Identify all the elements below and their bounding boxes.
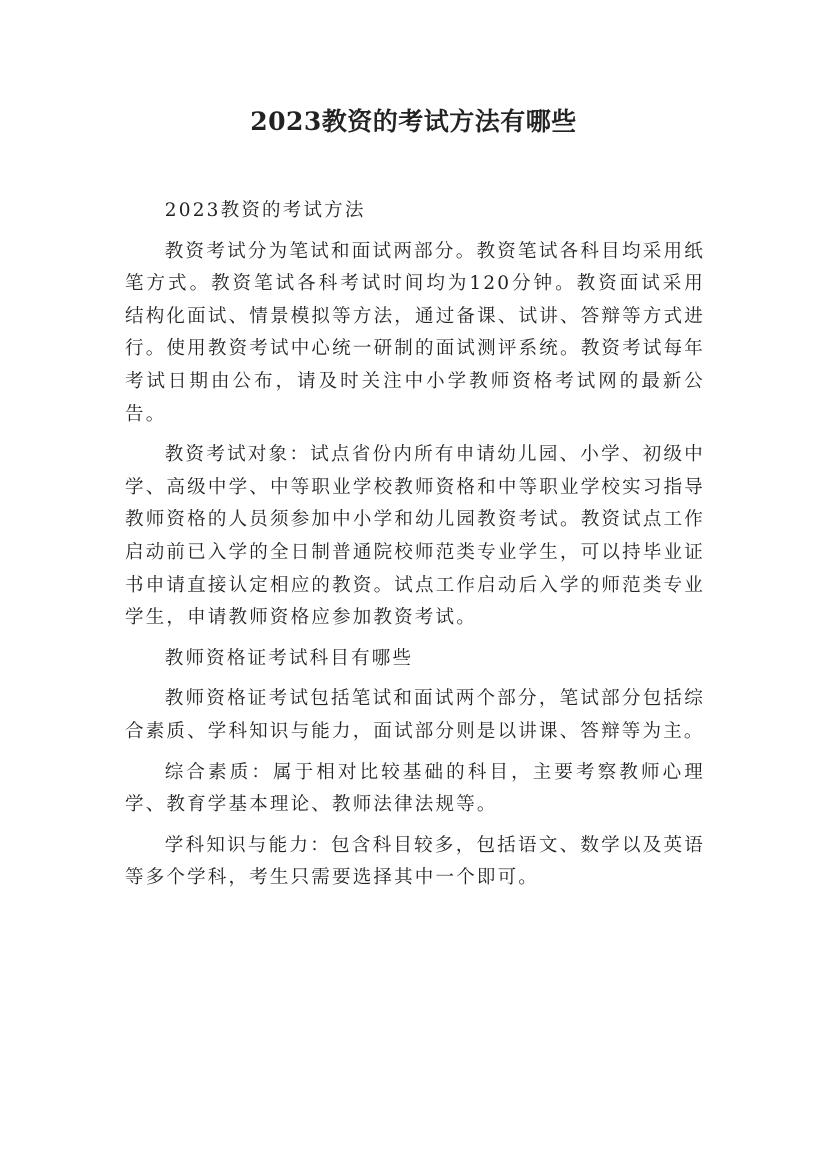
paragraph-exam-format: 教资考试分为笔试和面试两部分。教资笔试各科目均采用纸笔方式。教资笔试各科考试时间均为120分钟。教资面试采用结构化面试、情景模拟等方法，通过备课、试讲、答辩等方式进行。使用教资考试中心统一研制的面试测评系统。教资考试每年考试日期由公布，请及时关注中小学教师资格考试网的最新公告。	[125, 240, 705, 425]
paragraph-comprehensive-quality: 综合素质：属于相对比较基础的科目，主要考察教师心理学、教育学基本理论、教师法律法规等。	[125, 761, 705, 816]
section-heading-exam-subjects: 教师资格证考试科目有哪些	[164, 647, 414, 669]
paragraph-exam-candidates: 教资考试对象：试点省份内所有申请幼儿园、小学、初级中学、高级中学、中等职业学校教师资格和中等职业学校实习指导教师资格的人员须参加中小学和幼儿园教资考试。教资试点工作启动前已入学的全日制普通院校师范类专业学生，可以持毕业证书申请直接认定相应的教资。试点工作启动后入学的师范类专业学生，申请教师资格应参加教资考试。	[125, 444, 705, 629]
paragraph-exam-parts: 教师资格证考试包括笔试和面试两个部分，笔试部分包括综合素质、学科知识与能力，面试部分则是以讲课、答辩等为主。	[125, 688, 705, 742]
paragraph-subject-knowledge: 学科知识与能力：包含科目较多，包括语文、数学以及英语等多个学科，考生只需要选择其中一个即可。	[125, 834, 705, 889]
section-heading-exam-method: 2023教资的考试方法	[164, 200, 366, 221]
document-body	[125, 195, 705, 895]
document-title: 2023教资的考试方法有哪些	[250, 107, 577, 136]
